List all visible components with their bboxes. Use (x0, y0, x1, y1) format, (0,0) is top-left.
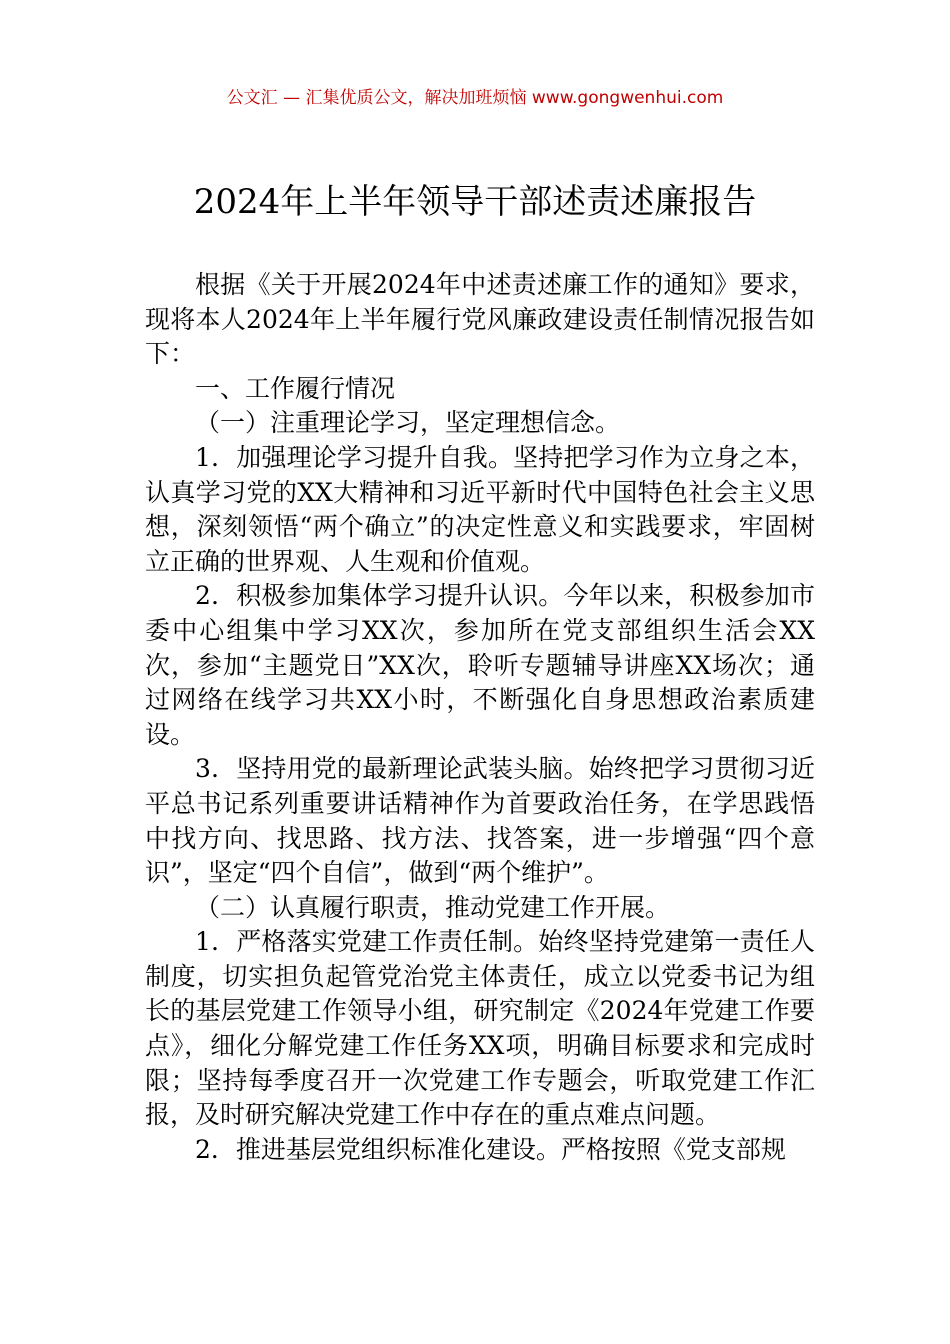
document-title: 2024年上半年领导干部述责述廉报告 (193, 182, 757, 222)
body-paragraph: 1．加强理论学习提升自我。坚持把学习作为立身之本，认真学习党的XX大精神和习近平新时代中国特色社会主义思想，深刻领悟“两个确立”的决定性意义和实践要求，牢固树立正确的世界观、人生观和价值观。 (145, 442, 815, 576)
body-paragraph: 1．严格落实党建工作责任制。始终坚持党建第一责任人制度，切实担负起管党治党主体责任，成立以党委书记为组长的基层党建工作领导小组，研究制定《2024年党建工作要点》，细化分解党建工作任务XX项，明确目标要求和完成时限；坚持每季度召开一次党建工作专题会，听取党建工作汇报，及时研究解决党建工作中存在的重点难点问题。 (145, 927, 815, 1130)
header-banner: 公文汇 — 汇集优质公文，解决加班烦恼 www.gongwenhui.com (226, 88, 724, 108)
body-paragraph: 2．积极参加集体学习提升认识。今年以来，积极参加市委中心组集中学习XX次，参加所在党支部组织生活会XX次，参加“主题党日”XX次，聆听专题辅导讲座XX场次；通过网络在线学习共XX小时，不断强化自身思想政治素质建设。 (145, 581, 815, 749)
subsection-heading-2: （二）认真履行职责，推动党建工作开展。 (195, 892, 671, 922)
body-paragraph: 2．推进基层党组织标准化建设。严格按照《党支部规 (195, 1134, 786, 1164)
subsection-heading-1: （一）注重理论学习，坚定理想信念。 (195, 408, 621, 438)
body-paragraph: 3．坚持用党的最新理论武装头脑。始终把学习贯彻习近平总书记系列重要讲话精神作为首要政治任务，在学思践悟中找方向、找思路、找方法、找答案，进一步增强“四个意识”，坚定“四个自信”，做到“两个维护”。 (145, 754, 815, 888)
section-heading-1: 一、工作履行情况 (195, 373, 396, 403)
document-body (145, 268, 815, 1167)
intro-paragraph: 根据《关于开展2024年中述责述廉工作的通知》要求，现将本人2024年上半年履行党风廉政建设责任制情况报告如下： (145, 270, 815, 369)
